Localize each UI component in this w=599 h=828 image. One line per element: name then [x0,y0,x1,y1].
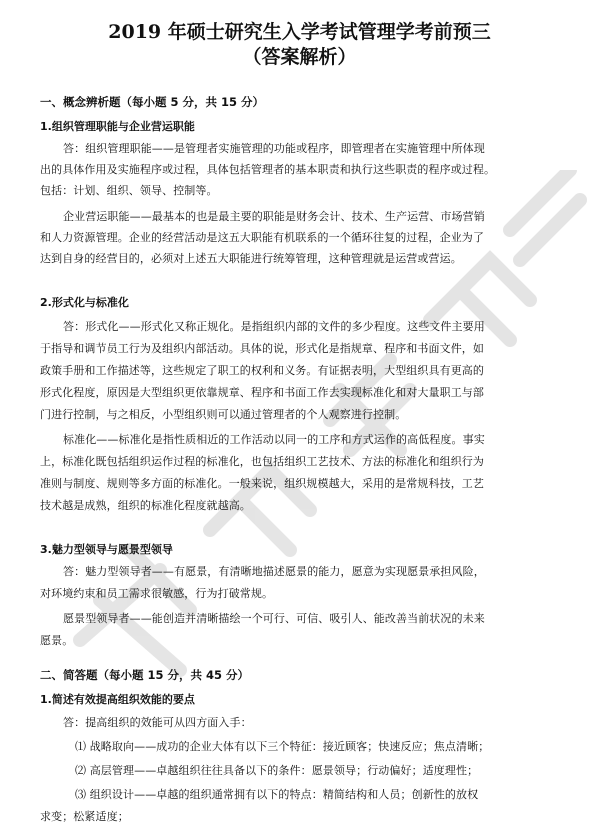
section-heading: 一、概念辨析题（每小题 5 分，共 15 分） [40,95,265,109]
section-heading: 二、简答题（每小题 15 分，共 45 分） [40,668,250,682]
answer-line: 企业营运职能——最基本的也是最主要的职能是财务会计、技术、生产运营、市场营销 [63,210,485,223]
answer-line: 上，标准化既包括组织运作过程的标准化，也包括组织工艺技术、方法的标准化和组织行为 [40,455,484,468]
answer-line: 对环境约束和员工需求很敏感，行为打破常规。 [40,587,274,600]
document-title: 2019 年硕士研究生入学考试管理学考前预三 [108,21,491,43]
answer-line: 政策手册和工作描述等，这些规定了职工的权利和义务。有证据表明，大型组织具有更高的 [40,364,484,377]
answer-line: 愿景型领导者——能创造并清晰描绘一个可行、可信、吸引人、能改善当前状况的未来 [63,612,485,625]
question-title: 1.组织管理职能与企业营运职能 [40,120,195,133]
answer-line: 准则与制度、规则等多方面的标准化。一般来说，组织规模越大，采用的是常规科技，工艺 [40,477,484,490]
answer-line: 答：形式化——形式化又称正规化。是指组织内部的文件的多少程度。这些文件主要用 [63,320,485,333]
question-title: 1.简述有效提高组织效能的要点 [40,693,195,706]
answer-line: 标准化——标准化是指性质相近的工作活动以同一的工序和方式运作的高低程度。事实 [63,433,485,446]
answer-list-item: ⑴ 战略取向——成功的企业大体有以下三个特征：接近顾客；快速反应；焦点清晰； [75,740,490,753]
document-subtitle: （答案解析） [242,46,357,68]
answer-line: 包括：计划、组织、领导、控制等。 [40,184,218,197]
question-title: 2.形式化与标准化 [40,296,129,309]
answer-list-item: ⑵ 高层管理——卓越组织往往具备以下的条件：愿景领导；行动偏好；适度理性； [75,764,479,777]
answer-line: 求变；松紧适度； [40,810,129,823]
answer-line: 达到自身的经营目的，必须对上述五大职能进行统筹管理，这种管理就是运营或营运。 [40,252,462,265]
answer-line: 和人力资源管理。企业的经营活动是这五大职能有机联系的一个循环往复的过程，企业为了 [40,231,484,244]
answer-line: 答：魅力型领导者——有愿景，有清晰地描述愿景的能力，愿意为实现愿景承担风险， [63,565,485,578]
answer-line: 答：组织管理职能——是管理者实施管理的功能或程序，即管理者在实施管理中所体现 [63,142,485,155]
answer-line: 于指导和调节员工行为及组织内部活动。具体的说，形式化是指规章、程序和书面文件，如 [40,342,484,355]
answer-list-item: ⑶ 组织设计——卓越的组织通常拥有以下的特点：精简结构和人员；创新性的放权 [75,788,479,801]
answer-line: 出的具体作用及实施程序或过程，具体包括管理者的基本职责和执行这些职责的程序或过程。 [40,163,496,176]
answer-line: 门进行控制，与之相反，小型组织则可以通过管理者的个人观察进行控制。 [40,408,407,421]
answer-line: 技术越是成熟，组织的标准化程度就越高。 [40,499,251,512]
answer-line: 答：提高组织的效能可从四方面入手： [63,716,252,729]
answer-line: 形式化程度，原因是大型组织更依靠规章、程序和书面工作去实现标准化和对大量职工与部 [40,386,484,399]
answer-line: 愿景。 [40,634,74,647]
question-title: 3.魅力型领导与愿景型领导 [40,543,173,556]
